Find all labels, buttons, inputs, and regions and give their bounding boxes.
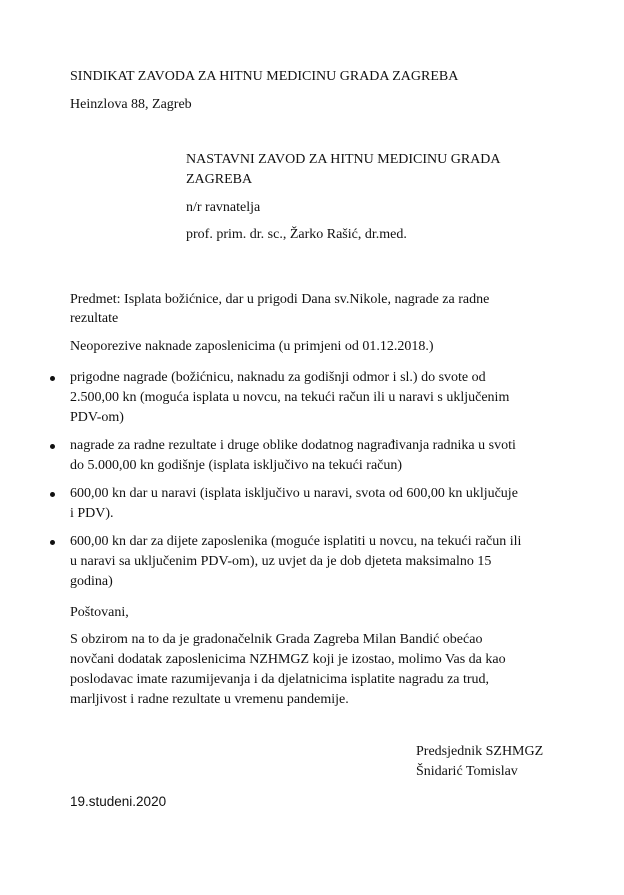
list-item <box>70 436 570 476</box>
list-item-line: godina) <box>70 574 113 589</box>
body-line: poslodavac imate razumijevanja i da djelatnicima isplatite nagradu za trud, <box>70 672 490 687</box>
bullet-icon <box>50 540 55 545</box>
sender-address: Heinzlova 88, Zagreb <box>70 97 192 112</box>
subject-line1: Predmet: Isplata božićnice, dar u prigodi Dana sv.Nikole, nagrade za radne <box>70 292 490 307</box>
list-item-line: 600,00 kn dar za dijete zaposlenika (moguće isplatiti u novcu, na tekući račun ili <box>70 534 522 549</box>
signature-name: Šnidarić Tomislav <box>416 764 518 779</box>
list-item-line: do 5.000,00 kn godišnje (isplata isključivo na tekući račun) <box>70 458 403 473</box>
list-item <box>70 532 570 592</box>
list-item-line: PDV-om) <box>70 410 124 425</box>
subject-line2: rezultate <box>70 311 119 326</box>
list-item-line: prigodne nagrade (božićnicu, naknadu za godišnji odmor i sl.) do svote od <box>70 370 486 385</box>
list-item-line: u naravi sa uključenim PDV-om), uz uvjet da je dob djeteta maksimalno 15 <box>70 554 492 569</box>
body-line: marljivost i radne rezultate u vremenu pandemije. <box>70 692 349 707</box>
list-item <box>70 484 570 524</box>
list-item-line: i PDV). <box>70 506 114 521</box>
allowance-list <box>70 368 570 600</box>
bullet-icon <box>50 376 55 381</box>
intro-text: Neoporezive naknade zaposlenicima (u primjeni od 01.12.2018.) <box>70 339 434 354</box>
bullet-icon <box>50 444 55 449</box>
letter-date: 19.studeni.2020 <box>70 794 167 809</box>
recipient-person: prof. prim. dr. sc., Žarko Rašić, dr.med. <box>186 227 407 242</box>
recipient-institution-line2: ZAGREBA <box>186 172 253 187</box>
greeting: Poštovani, <box>70 605 129 620</box>
body-line: novčani dodatak zaposlenicima NZHMGZ koji je izostao, molimo Vas da kao <box>70 652 506 667</box>
body-paragraph <box>70 630 570 710</box>
signature-title: Predsjednik SZHMGZ <box>416 744 544 759</box>
list-item-line: nagrade za radne rezultate i druge oblike dodatnog nagrađivanja radnika u svoti <box>70 438 516 453</box>
list-item-line: 2.500,00 kn (moguća isplata u novcu, na tekući račun ili u naravi s uključenim <box>70 390 510 405</box>
recipient-institution-line1: NASTAVNI ZAVOD ZA HITNU MEDICINU GRADA <box>186 152 501 167</box>
list-item-line: 600,00 kn dar u naravi (isplata isključivo u naravi, svota od 600,00 kn uključuje <box>70 486 518 501</box>
body-line: S obzirom na to da je gradonačelnik Grada Zagreba Milan Bandić obećao <box>70 632 483 647</box>
list-item <box>70 368 570 428</box>
recipient-attention: n/r ravnatelja <box>186 200 261 215</box>
sender-name: SINDIKAT ZAVODA ZA HITNU MEDICINU GRADA ZAGREBA <box>70 69 459 84</box>
bullet-icon <box>50 492 55 497</box>
